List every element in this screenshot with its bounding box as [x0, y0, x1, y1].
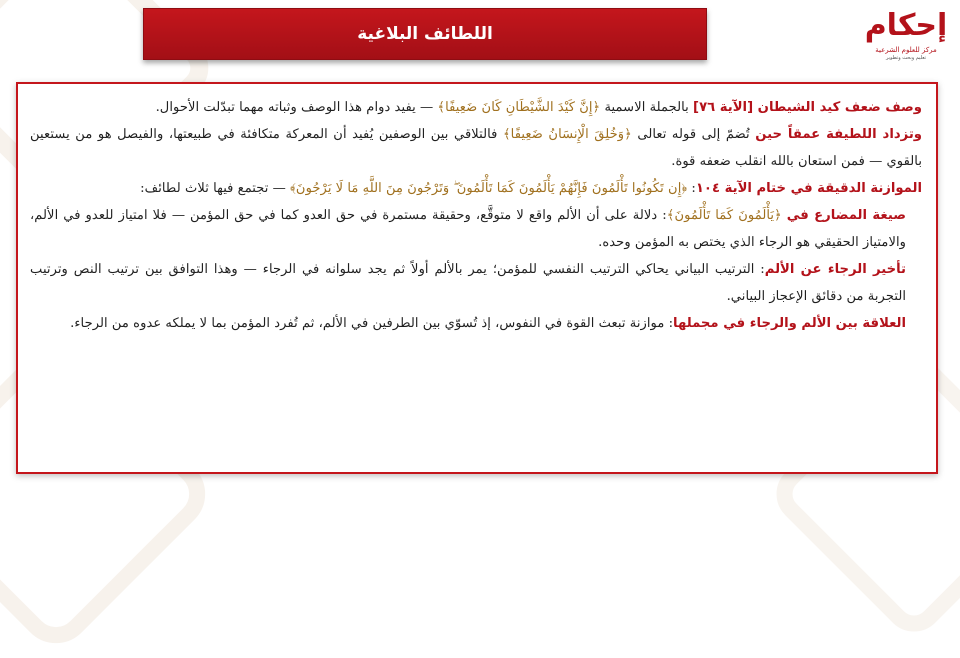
- logo-mark: إحكام: [864, 8, 948, 43]
- logo-subtitle: مركز للعلوم الشرعية: [875, 46, 937, 54]
- paragraph-1-text-a: بالجملة الاسمية: [600, 100, 694, 115]
- paragraph-5: [30, 256, 922, 310]
- paragraph-4-heading: صيغة المضارع في: [786, 208, 907, 223]
- paragraph-1-text-b: — يفيد دوام هذا الوصف وثباته مهما تبدّلت الأحوال.: [155, 100, 438, 115]
- logo: [858, 6, 954, 62]
- paragraph-3: [30, 175, 922, 202]
- page-title: اللطائف البلاغية: [357, 24, 493, 44]
- paragraph-6-heading: العلاقة بين الألم والرجاء في مجملها: [673, 316, 906, 331]
- paragraph-6: [30, 310, 922, 337]
- paragraph-1-ayah: ﴿إِنَّ كَيْدَ الشَّيْطَانِ كَانَ ضَعِيفًا﴾: [437, 100, 601, 115]
- paragraph-5-heading: تأخير الرجاء عن الألم: [764, 262, 907, 277]
- paragraph-3-text-b: — تجتمع فيها ثلاث لطائف:: [140, 181, 291, 196]
- paragraph-4-text: : دلالة على أن الألم واقع لا متوقَّع، وحقيقة مستمرة في حق العدو كما في حق المؤمن — فلا امتياز للعدو في الألم، والامتياز الحقيقي هو الرجاء الذي يختص به المؤمن وحده.: [30, 208, 906, 250]
- paragraph-2: [30, 121, 922, 175]
- title-banner: [143, 8, 707, 60]
- paragraph-6-text: : موازنة تبعث القوة في النفوس، إذ تُسوّي بين الطرفين في الألم، ثم تُفرد المؤمن بما لا يملكه عدوه من الرجاء.: [70, 316, 674, 331]
- paragraph-1: [30, 94, 922, 121]
- paragraph-2-heading: وتزداد اللطيفة عمقاً حين: [755, 127, 922, 142]
- paragraph-3-heading: الموازنة الدقيقة في ختام الآية ١٠٤: [695, 181, 922, 196]
- content-text: [30, 94, 922, 337]
- paragraph-5-text: : الترتيب البياني يحاكي الترتيب النفسي للمؤمن؛ يمر بالألم أولاً ثم يجد سلوانه في الرجاء — وهذا التوافق بين ترتيب النص وترتيب التجربة من دقائق الإعجاز البياني.: [30, 262, 906, 304]
- paragraph-2-ayah: ﴿وَخُلِقَ الْإِنسَانُ ضَعِيفًا﴾: [502, 127, 632, 142]
- content-panel: [16, 82, 938, 474]
- logo-tagline: تعليم وبحث وتطوير: [885, 55, 927, 61]
- paragraph-1-heading: وصف ضعف كيد الشيطان [الآية ٧٦]: [693, 100, 922, 115]
- paragraph-4-ayah: ﴿يَأْلَمُونَ كَمَا تَأْلَمُونَ﴾: [666, 208, 782, 223]
- paragraph-3-ayah: ﴿إِن تَكُونُوا تَأْلَمُونَ فَإِنَّهُمْ يَأْلَمُونَ كَمَا تَأْلَمُونَ ۖ وَتَرْجُونَ مِنَ اللَّهِ مَا لَا يَرْجُونَ﴾: [290, 181, 688, 196]
- paragraph-3-text-a: :: [687, 181, 696, 196]
- paragraph-2-text-a: تُضمّ إلى قوله تعالى: [631, 127, 756, 142]
- paragraph-4: [30, 202, 922, 256]
- paragraph-2-text-b: فالتلاقي بين الوصفين يُفيد أن المعركة متكافئة في طبيعتها، والفيصل هو من يستعين بالقوي — فمن استعان بالله انقلب ضعفه قوة.: [30, 127, 922, 169]
